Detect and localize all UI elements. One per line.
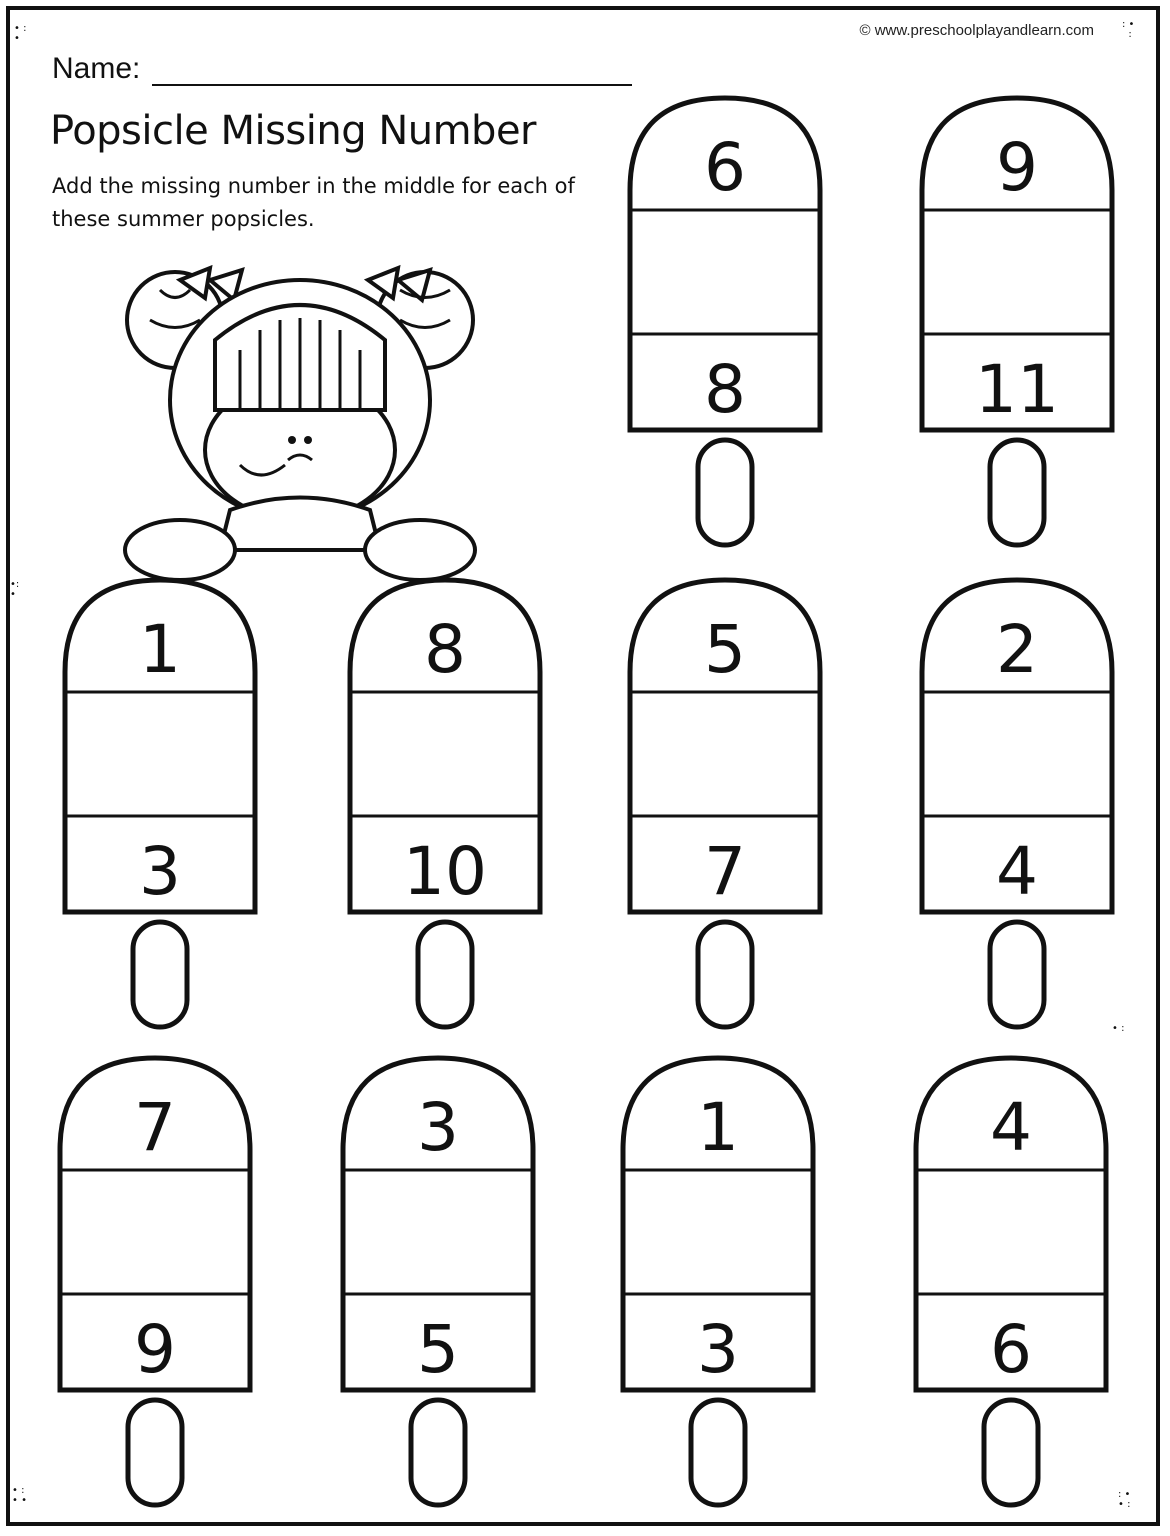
popsicle-bottom-number: 5 — [417, 1311, 459, 1388]
missing-number-answer-area[interactable] — [926, 1188, 1096, 1308]
missing-number-answer-area[interactable] — [932, 228, 1102, 348]
popsicle-bottom-number: 6 — [990, 1311, 1032, 1388]
decorative-dots: • : — [1112, 1023, 1125, 1034]
popsicle-bottom-number: 8 — [704, 351, 746, 428]
name-row — [52, 50, 632, 86]
missing-number-answer-area[interactable] — [640, 228, 810, 348]
missing-number-answer-area[interactable] — [640, 710, 810, 830]
popsicle — [912, 90, 1122, 570]
missing-number-answer-area[interactable] — [70, 1188, 240, 1308]
popsicle — [333, 1050, 543, 1530]
girl-illustration — [120, 250, 480, 590]
popsicle-bottom-number: 3 — [139, 833, 181, 910]
popsicle-bottom-number: 4 — [996, 833, 1038, 910]
popsicle-top-number: 1 — [139, 611, 181, 688]
popsicle-top-number: 2 — [996, 611, 1038, 688]
popsicle-bottom-number: 3 — [697, 1311, 739, 1388]
popsicle — [50, 1050, 260, 1530]
name-input-line[interactable] — [152, 50, 632, 86]
popsicle-top-number: 9 — [996, 129, 1038, 206]
popsicle — [340, 572, 550, 1052]
popsicle — [55, 572, 265, 1052]
popsicle-top-number: 6 — [704, 129, 746, 206]
missing-number-answer-area[interactable] — [633, 1188, 803, 1308]
popsicle-top-number: 1 — [697, 1089, 739, 1166]
popsicle — [906, 1050, 1116, 1530]
popsicle-bottom-number: 7 — [704, 833, 746, 910]
popsicle — [620, 572, 830, 1052]
missing-number-answer-area[interactable] — [353, 1188, 523, 1308]
popsicle — [620, 90, 830, 570]
copyright-text: © www.preschoolplayandlearn.com — [859, 22, 1094, 39]
popsicle-top-number: 4 — [990, 1089, 1032, 1166]
worksheet-title: Popsicle Missing Number — [50, 108, 536, 154]
decorative-dots: : • : — [1122, 19, 1135, 40]
popsicle-top-number: 5 — [704, 611, 746, 688]
popsicle-bottom-number: 11 — [975, 351, 1059, 428]
worksheet-instructions: Add the missing number in the middle for each of these summer popsicles. — [52, 174, 575, 231]
missing-number-answer-area[interactable] — [932, 710, 1102, 830]
popsicle-top-number: 7 — [134, 1089, 176, 1166]
decorative-dots: : • • : — [1118, 1489, 1131, 1510]
popsicle-bottom-number: 10 — [403, 833, 487, 910]
missing-number-answer-area[interactable] — [360, 710, 530, 830]
popsicle — [613, 1050, 823, 1530]
missing-number-answer-area[interactable] — [75, 710, 245, 830]
decorative-dots: •: • — [10, 579, 20, 600]
popsicle — [912, 572, 1125, 1052]
popsicle-top-number: 8 — [424, 611, 466, 688]
decorative-dots: • : • — [14, 23, 27, 44]
popsicle-bottom-number: 9 — [134, 1311, 176, 1388]
popsicle-top-number: 3 — [417, 1089, 459, 1166]
decorative-dots: • : • • — [12, 1485, 27, 1506]
name-label: Name: — [52, 52, 141, 85]
